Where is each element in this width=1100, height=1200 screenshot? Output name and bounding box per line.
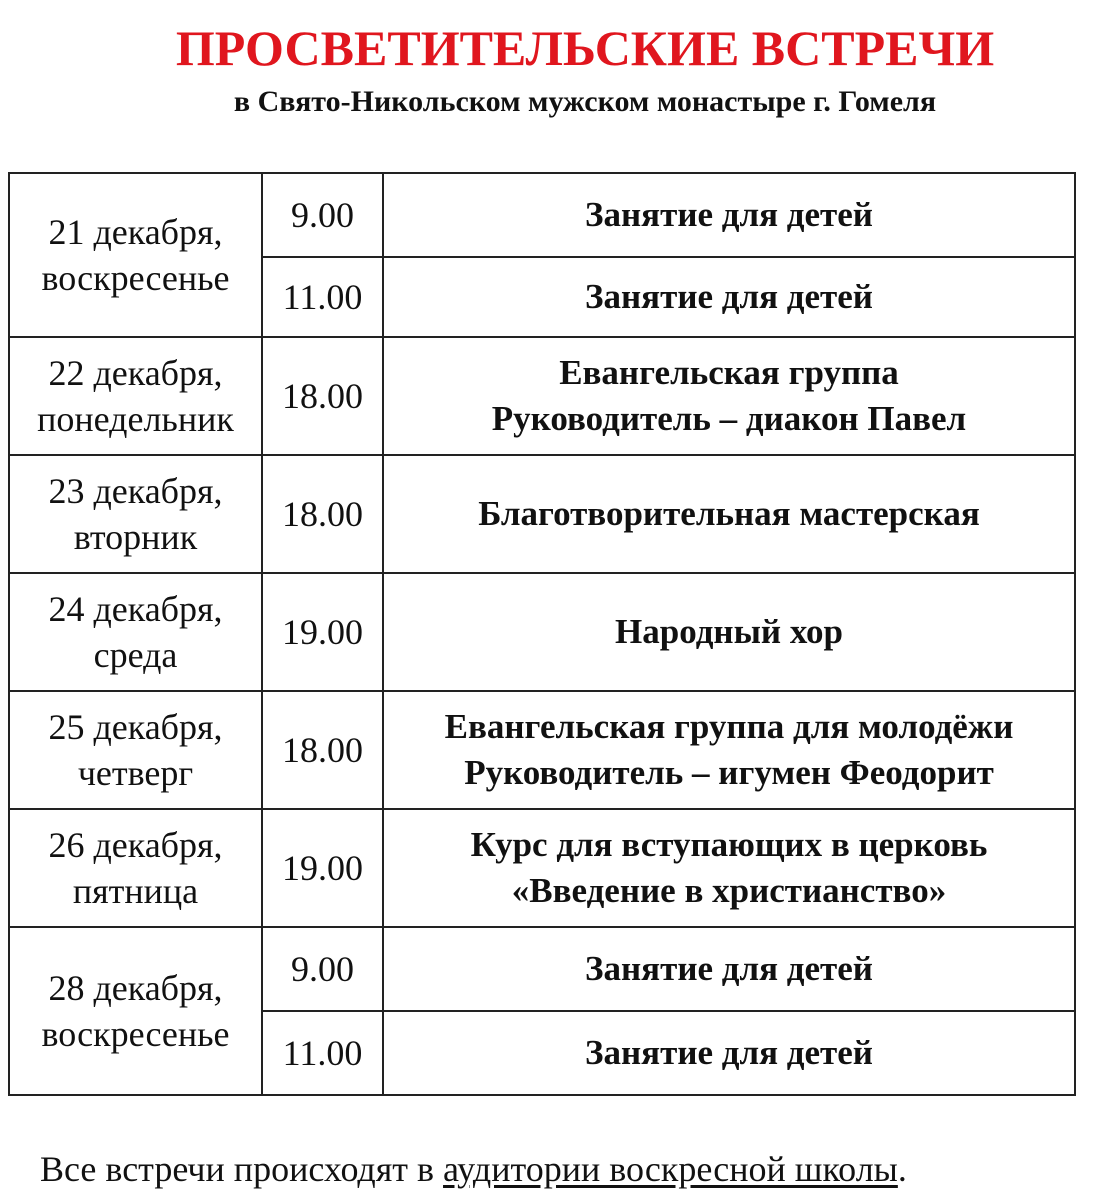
weekday-label: пятница [72,871,199,911]
event-title: Евангельская группа [559,353,899,392]
event-cell [383,257,1075,337]
date-cell [9,809,262,927]
date-label: 26 декабря, [48,825,223,865]
footer-note [40,1146,1080,1192]
event-title: Благотворительная мастерская [478,494,980,533]
event-cell [383,1011,1075,1095]
time-cell: 18.00 [262,691,383,809]
table-row [9,809,1075,927]
time-cell: 18.00 [262,455,383,573]
date-label: 24 декабря, [48,589,223,629]
event-cell [383,691,1075,809]
weekday-label: воскресенье [41,258,230,298]
date-cell [9,173,262,337]
table-row [9,455,1075,573]
footer-text: Все встречи происходят в [40,1149,444,1189]
table-row [9,173,1075,257]
page-subtitle: в Свято-Никольском мужском монастыре г. Гомеля [233,85,937,118]
time-cell: 9.00 [262,927,383,1011]
time-cell: 9.00 [262,173,383,257]
event-title: Занятие для детей [585,1033,873,1072]
date-cell [9,927,262,1095]
footer-period: . [897,1149,907,1189]
table-row [9,337,1075,455]
date-label: 25 декабря, [48,707,223,747]
time-cell: 19.00 [262,573,383,691]
event-cell [383,927,1075,1011]
date-cell [9,573,262,691]
time-cell: 11.00 [262,257,383,337]
table-row [9,573,1075,691]
event-cell [383,455,1075,573]
event-cell [383,573,1075,691]
event-title: Занятие для детей [585,195,873,234]
event-cell [383,809,1075,927]
page-title: ПРОСВЕТИТЕЛЬСКИЕ ВСТРЕЧИ [175,20,995,76]
event-cell [383,337,1075,455]
weekday-label: вторник [73,517,198,557]
event-leader: Руководитель – диакон Павел [491,399,967,438]
date-label: 28 декабря, [48,968,223,1008]
table-row [9,927,1075,1011]
event-title: Евангельская группа для молодёжи [444,707,1014,746]
time-cell: 11.00 [262,1011,383,1095]
weekday-label: четверг [77,753,194,793]
time-cell: 19.00 [262,809,383,927]
event-subtitle: «Введение в христианство» [511,871,947,910]
event-cell [383,173,1075,257]
event-title: Курс для вступающих в церковь [470,825,988,864]
weekday-label: понедельник [37,399,234,439]
date-label: 22 декабря, [48,353,223,393]
date-cell [9,337,262,455]
event-leader: Руководитель – игумен Феодорит [464,753,994,792]
location-link[interactable]: аудитории воскресной школы [443,1149,898,1189]
weekday-label: среда [93,635,178,675]
event-title: Занятие для детей [585,277,873,316]
event-title: Занятие для детей [585,949,873,988]
time-cell: 18.00 [262,337,383,455]
date-cell [9,691,262,809]
event-title: Народный хор [615,612,843,651]
date-cell [9,455,262,573]
date-label: 23 декабря, [48,471,223,511]
table-row [9,691,1075,809]
weekday-label: воскресенье [41,1014,230,1054]
date-label: 21 декабря, [48,212,223,252]
schedule-table [8,172,1076,1096]
